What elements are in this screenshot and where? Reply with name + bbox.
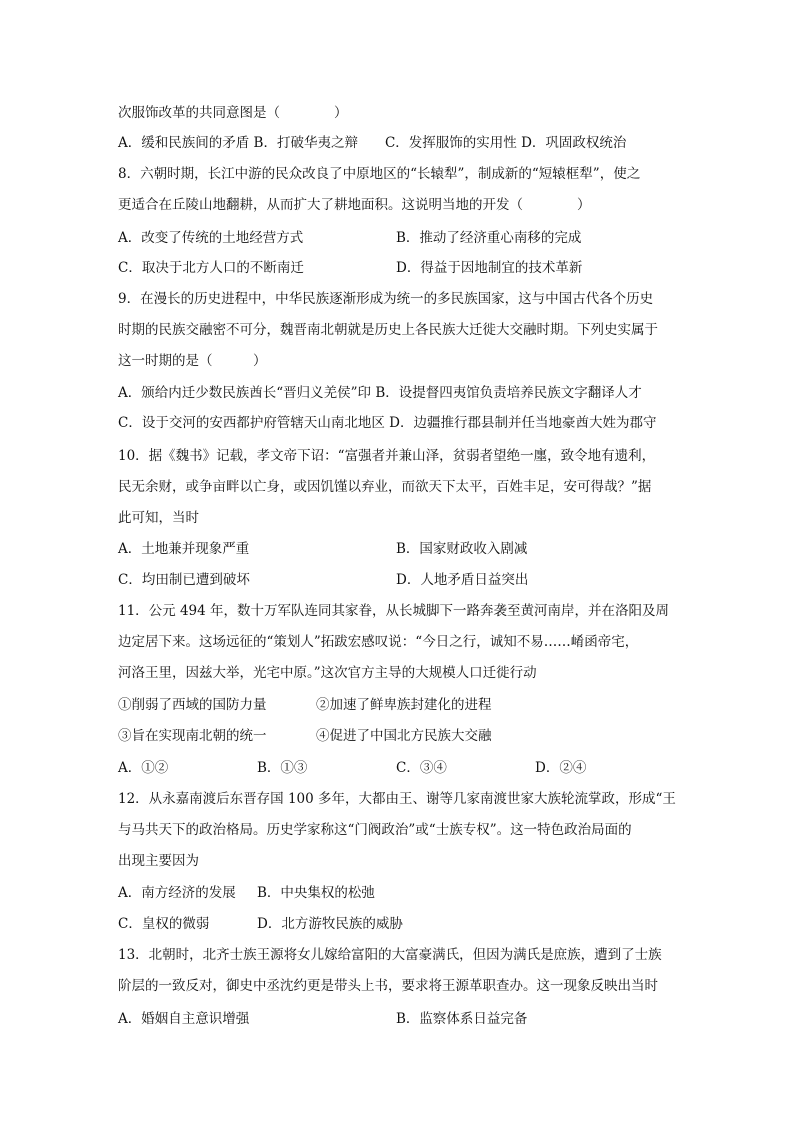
q12-option-a: A．南方经济的发展	[118, 885, 236, 901]
q9-options-ab: A．颁给内迁少数民族酋长“晋归义羌侯”印 B．设提督四夷馆负责培养民族文字翻译人才	[118, 385, 642, 401]
q9-stem-line-2: 时期的民族交融密不可分，魏晋南北朝就是历史上各民族大迁徙大交融时期。下列史实属于	[118, 322, 658, 338]
q11-option-a: A．①②	[118, 760, 169, 776]
q11-statement-1: ①削弱了西域的国防力量	[118, 697, 267, 713]
q10-stem-line-1: 10．据《魏书》记载，孝文帝下诏：“富强者并兼山泽，贫弱者望绝一廛，致令地有遗利，	[118, 448, 656, 464]
q11-stem-line-1: 11．公元 494 年，数十万军队连同其家眷，从长城脚下一路奔袭至黄河南岸，并在洛阳及周	[118, 603, 670, 619]
q12-option-b: B．中央集权的松弛	[257, 885, 375, 901]
q8-option-c: C．取决于北方人口的不断南迁	[118, 260, 304, 276]
q10-option-d: D．人地矛盾日益突出	[396, 572, 529, 588]
q11-statement-4: ④促进了中国北方民族大交融	[316, 728, 492, 744]
q11-statement-3: ③旨在实现南北朝的统一	[118, 728, 267, 744]
q8-stem-line-1: 8．六朝时期，长江中游的民众改良了中原地区的“长辕犁”，制成新的“短辕框犁”，使之	[118, 166, 641, 182]
q7-options: A．缓和民族间的矛盾 B．打破华夷之辩 C．发挥服饰的实用性 D．巩固政权统治	[118, 135, 627, 151]
q11-stem-line-2: 边定居下来。这场远征的“策划人”拓跋宏感叹说：“今日之行，诚知不易……崤函帝宅，	[118, 634, 639, 650]
q10-option-c: C．均田制已遭到破坏	[118, 572, 250, 588]
q11-option-c: C．③④	[396, 760, 447, 776]
q9-stem-line-3: 这一时期的是（ ）	[118, 353, 267, 369]
q8-option-d: D．得益于因地制宜的技术革新	[396, 260, 583, 276]
q7-stem-tail: 次服饰改革的共同意图是（ ）	[118, 105, 348, 121]
q9-stem-line-1: 9．在漫长的历史进程中，中华民族逐渐形成为统一的多民族国家，这与中国古代各个历史	[118, 291, 654, 307]
q13-stem-line-2: 阶层的一致反对，御史中丞沈约更是带头上书，要求将王源革职查办。这一现象反映出当时	[118, 978, 658, 994]
q12-stem-line-3: 出现主要因为	[118, 853, 199, 869]
q12-option-c: C．皇权的微弱	[118, 916, 210, 932]
q11-stem-line-3: 河洛王里，因兹大举，光宅中原。”这次官方主导的大规模人口迁徙行动	[118, 665, 537, 681]
q13-option-a: A．婚姻自主意识增强	[118, 1011, 250, 1027]
q9-options-cd: C．设于交河的安西都护府管辖天山南北地区 D．边疆推行郡县制并任当地豪酋大姓为郡守	[118, 415, 657, 431]
q10-stem-line-2: 民无余财，或争亩畔以亡身，或因饥馑以弃业，而欲天下太平，百姓丰足，安可得哉？”据	[118, 479, 652, 495]
q12-stem-line-2: 与马共天下的政治格局。历史学家称这“门阀政治”或“士族专权”。这一特色政治局面的	[118, 822, 632, 838]
q12-option-d: D．北方游牧民族的威胁	[257, 916, 403, 932]
q10-option-b: B．国家财政收入剧减	[396, 541, 528, 557]
q13-stem-line-1: 13．北朝时，北齐士族王源将女儿嫁给富阳的大富豪满氏，但因为满氏是庶族，遭到了士族	[118, 947, 662, 963]
q10-option-a: A．土地兼并现象严重	[118, 541, 250, 557]
q8-stem-line-2: 更适合在丘陵山地翻耕，从而扩大了耕地面积。这说明当地的开发（ ）	[118, 197, 591, 213]
q11-option-d: D．②④	[535, 760, 587, 776]
q8-option-b: B．推动了经济重心南移的完成	[396, 230, 582, 246]
q12-stem-line-1: 12．从永嘉南渡后东晋存国 100 多年，大都由王、谢等几家南渡世家大族轮流掌政，形成“王	[118, 791, 676, 807]
q11-statement-2: ②加速了鲜卑族封建化的进程	[316, 697, 492, 713]
q11-option-b: B．①③	[257, 760, 308, 776]
q8-option-a: A．改变了传统的土地经营方式	[118, 230, 304, 246]
q13-option-b: B．监察体系日益完备	[396, 1011, 528, 1027]
q10-stem-line-3: 此可知，当时	[118, 510, 199, 526]
